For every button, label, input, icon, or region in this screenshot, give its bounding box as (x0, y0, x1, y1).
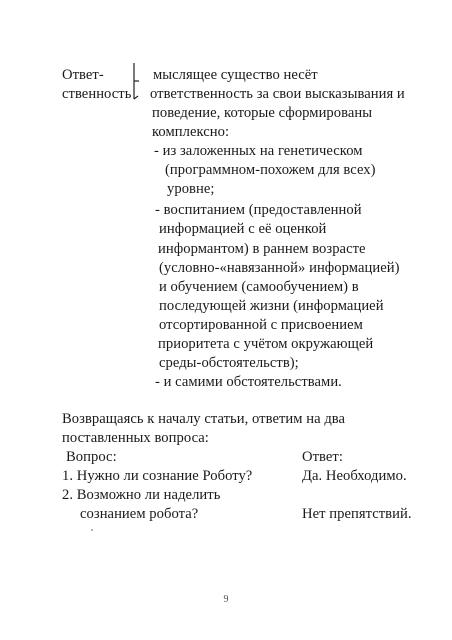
definition-line: и обучением (самообучением) в (159, 279, 359, 295)
definition-line: - воспитанием (предоставленной (155, 202, 362, 218)
definition-line: ответственность за свои высказывания и (150, 86, 405, 102)
definition-line: - из заложенных на генетическом (154, 143, 363, 159)
conclusion-line-1: Возвращаясь к началу статьи, ответим на два (62, 411, 346, 427)
answer-2: Нет препятствий. (302, 506, 412, 522)
question-2-line-1: 2. Возможно ли наделить (62, 487, 221, 503)
term-bracket (131, 62, 141, 100)
definition-line: информантом) в раннем возрасте (158, 241, 366, 257)
term-line-1: Ответ- (62, 67, 104, 83)
definition-line: среды-обстоятельств); (159, 355, 299, 371)
definition-line: последующей жизни (информацией (159, 298, 384, 314)
definition-line: - и самими обстоятельствами. (155, 374, 342, 390)
conclusion-line-2: поставленных вопроса: (62, 430, 209, 446)
question-2-line-2: сознанием робота? (80, 506, 199, 522)
term-line-2: ственность (62, 86, 132, 102)
definition-line: информацией с её оценкой (159, 221, 327, 237)
definition-line: (условно-«навязанной» информацией) (159, 260, 400, 276)
definition-line: отсортированной с присвоением (159, 317, 363, 333)
definition-line: уровне; (167, 181, 215, 197)
answer-header: Ответ: (302, 449, 343, 465)
page-number: 9 (223, 594, 229, 605)
question-1: 1. Нужно ли сознание Роботу? (62, 468, 253, 484)
definition-line: комплексно: (152, 124, 230, 140)
definition-line: приоритета с учётом окружающей (158, 336, 374, 352)
question-header: Вопрос: (66, 449, 117, 465)
definition-line: (программном-похожем для всех) (165, 162, 376, 178)
answer-1: Да. Необходимо. (302, 468, 407, 484)
definition-line: поведение, которые сформированы (152, 105, 373, 121)
scan-speck (91, 529, 93, 531)
definition-line: мыслящее существо несёт (153, 67, 318, 83)
